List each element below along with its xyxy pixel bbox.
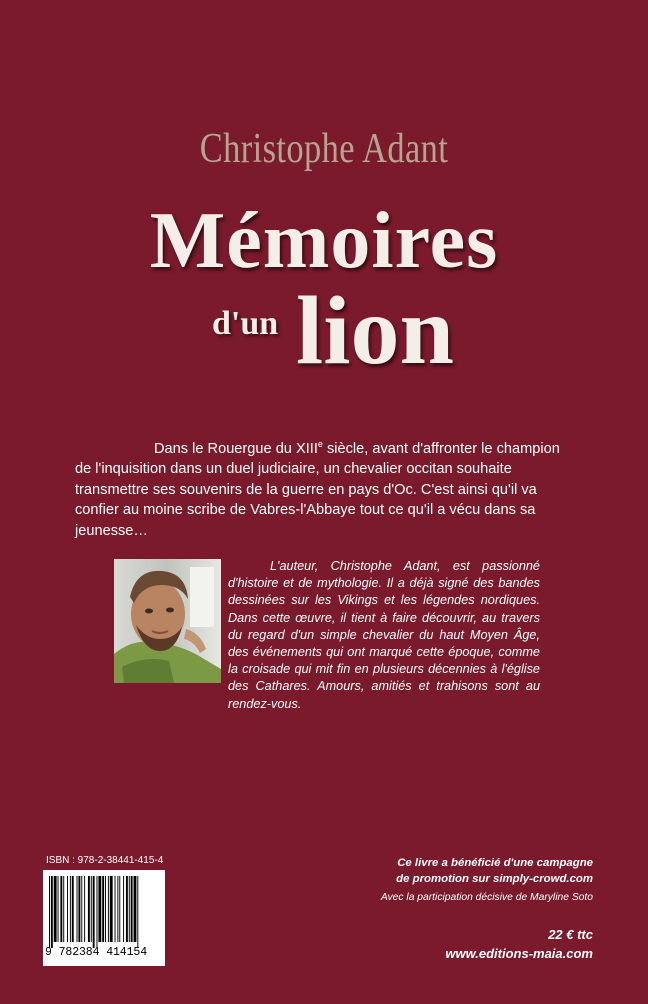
- barcode-bar: [119, 876, 120, 942]
- barcode-bar: [98, 876, 101, 942]
- barcode-bar: [117, 876, 118, 942]
- barcode-bar: [93, 876, 95, 948]
- barcode-bar: [115, 876, 116, 942]
- barcode-bar: [134, 876, 137, 942]
- barcode-bar: [108, 876, 109, 942]
- barcode-bar: [67, 876, 68, 942]
- barcode-bar: [81, 876, 82, 942]
- barcode-bar: [60, 876, 62, 942]
- barcode-digits: 9 782384 414154: [45, 946, 148, 959]
- barcode-bar: [131, 876, 133, 942]
- barcode-bar: [102, 876, 104, 942]
- promotion-note: Ce livre a bénéficié d'une campagne de promotion sur simply-crowd.com: [396, 857, 593, 885]
- barcode-bar: [49, 876, 50, 948]
- barcode-bar: [88, 876, 90, 942]
- author-biography: L'auteur, Christophe Adant, est passionné d'histoire et de mythologie. Il a déjà signé des bandes dessinées sur les Vikings et les légendes nordiques. Dans cette œuvre, il tient à faire découvrir, au travers du regard d'un simple chevalier du haut Moyen Âge, des événements qui ont marqué cette époque, comme la croisade qui mit fin en plusieurs décennies à l'église des Cathares. Amours, amitiés et trahisons sont au rendez-vous.: [228, 559, 540, 711]
- barcode-bar: [54, 876, 57, 942]
- barcode-bar: [78, 876, 80, 942]
- barcode-bar: [123, 876, 124, 942]
- barcode-bar: [110, 876, 113, 942]
- barcode-bar: [129, 876, 130, 942]
- barcode-bar: [97, 876, 98, 948]
- price: 22 € ttc: [548, 927, 593, 942]
- participation-note: Avec la participation décisive de Maryline Soto: [380, 892, 593, 903]
- barcode-bar: [70, 876, 71, 942]
- barcode-bar: [77, 876, 78, 942]
- barcode-bar: [63, 876, 64, 942]
- author-photo: [114, 559, 221, 683]
- barcode-bar: [84, 876, 85, 942]
- barcode-bar: [58, 876, 59, 942]
- barcode-bar: [51, 876, 53, 948]
- barcode-bar: [105, 876, 106, 942]
- barcode-bar: [126, 876, 128, 942]
- book-summary: Dans le Rouergue du XIIIe siècle, avant d'affronter le champion de l'inquisition dans un duel judiciaire, un chevalier occitan souhaite transmettre ses souvenirs de la guerre en pays d'Oc. C'est ainsi qu'il va confier au moine scribe de Vabres-l'Abbaye tout ce qu'il a vécu dans sa jeunesse…: [75, 439, 560, 539]
- book-title-memoires: Mémoires: [149, 197, 499, 285]
- publisher-website: www.editions-maia.com: [445, 946, 593, 961]
- book-title-lion: lion: [296, 277, 454, 385]
- author-name: Christophe Adant: [199, 126, 449, 172]
- barcode-bar: [72, 876, 74, 942]
- book-title-dun: d'un: [212, 305, 279, 342]
- isbn: ISBN : 978-2-38441-415-4: [46, 855, 164, 866]
- barcode-bar: [137, 876, 138, 948]
- barcode-bar: [91, 876, 92, 942]
